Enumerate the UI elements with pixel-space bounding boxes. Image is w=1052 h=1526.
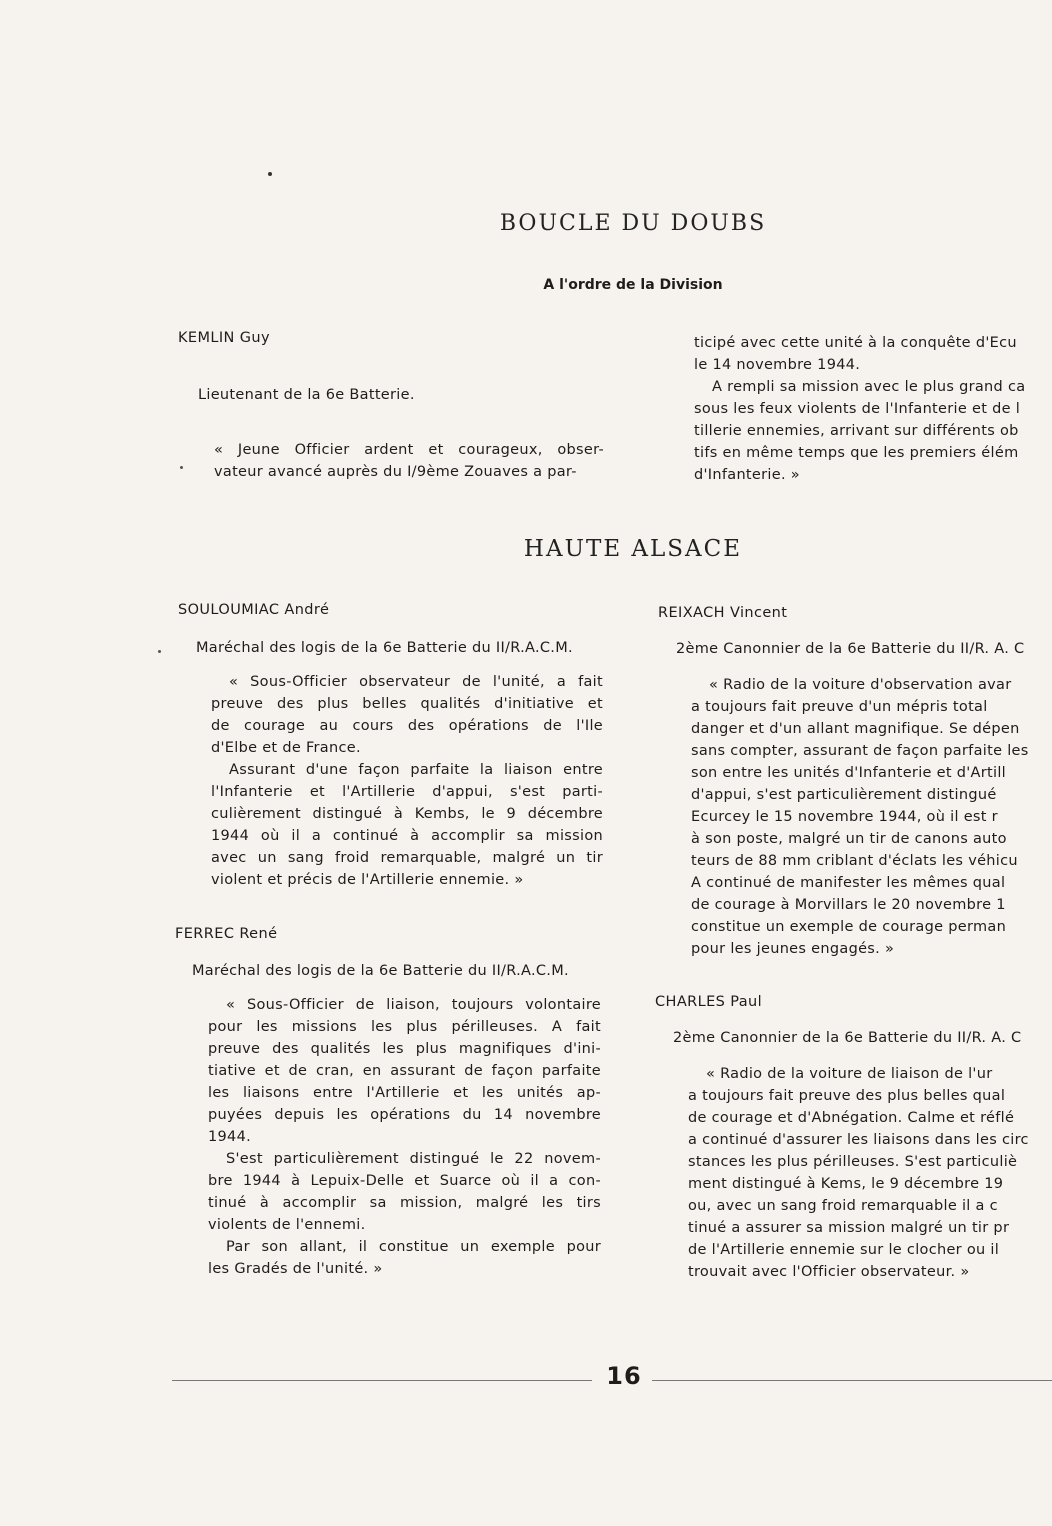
citation-rank-kemlin: Lieutenant de la 6e Batterie.	[198, 387, 415, 403]
citation-rank	[198, 384, 415, 403]
section-title-haute-alsace: HAUTE ALSACE	[523, 536, 743, 562]
ink-speck	[158, 650, 161, 653]
text-line: les liaisons entre l'Artillerie et les unités ap-	[208, 1085, 601, 1101]
text-line: sous les feux violents de l'Infanterie et de l	[694, 401, 1021, 417]
citation-rank	[192, 960, 569, 979]
text-line: d'Infanterie. »	[694, 467, 800, 483]
citation-rank-souloumiac: Maréchal des logis de la 6e Batterie du II/R.A.C.M.	[196, 640, 573, 656]
section-subtitle: A l'ordre de la Division	[543, 277, 723, 293]
text-line: tinué a assurer sa mission malgré un tir pr	[688, 1220, 1010, 1236]
text-line: sans compter, assurant de façon parfaite les	[691, 743, 1029, 759]
text-line: 1944 où il a continué à accomplir sa mission	[211, 828, 603, 844]
footer-rule-right	[652, 1380, 1052, 1381]
text-line: bre 1944 à Lepuix-Delle et Suarce où il a con-	[208, 1173, 601, 1189]
text-line: 1944.	[208, 1129, 252, 1145]
text-line: ticipé avec cette unité à la conquête d'Ecu	[694, 335, 1017, 351]
citation-rank-reixach: 2ème Canonnier de la 6e Batterie du II/R. A. C	[676, 641, 1025, 657]
citation-rank	[673, 1027, 1021, 1046]
ink-speck	[180, 466, 183, 469]
text-line: de l'Artillerie ennemie sur le clocher ou il	[688, 1242, 1000, 1258]
citation-name-souloumiac: SOULOUMIAC André	[178, 602, 330, 618]
text-line: l'Infanterie et l'Artillerie d'appui, s'est parti-	[211, 784, 603, 800]
text-line: de courage à Morvillars le 20 novembre 1	[691, 897, 1006, 913]
text-line: de courage au cours des opérations de l'Ile	[211, 718, 603, 734]
text-line: tinué à accomplir sa mission, malgré les tirs	[208, 1195, 601, 1211]
text-line: Ecurcey le 15 novembre 1944, où il est r	[691, 809, 998, 825]
text-line: S'est particulièrement distingué le 22 novem-	[226, 1151, 601, 1167]
citation-name-charles: CHARLES Paul	[655, 994, 763, 1010]
citation-text-kemlin-right	[694, 332, 1052, 486]
text-line: pour les missions les plus périlleuses. A fait	[208, 1019, 601, 1035]
text-line: violents de l'ennemi.	[208, 1217, 366, 1233]
text-line: « Radio de la voiture d'observation avar	[709, 677, 1012, 693]
text-line: Par son allant, il constitue un exemple pour	[226, 1239, 601, 1255]
citation-name	[655, 991, 762, 1010]
text-line: « Sous-Officier observateur de l'unité, a fait	[229, 674, 603, 690]
citation-rank	[196, 637, 573, 656]
citation-rank-ferrec: Maréchal des logis de la 6e Batterie du II/R.A.C.M.	[192, 963, 569, 979]
text-line: a toujours fait preuve des plus belles qual	[688, 1088, 1006, 1104]
text-line: preuve des qualités les plus magnifiques d'ini-	[208, 1041, 601, 1057]
text-line: a continué d'assurer les liaisons dans les circ	[688, 1132, 1029, 1148]
text-line: de courage et d'Abnégation. Calme et réflé	[688, 1110, 1015, 1126]
footer-rule-left	[172, 1380, 592, 1381]
text-line: stances les plus périlleuses. S'est particuliè	[688, 1154, 1018, 1170]
citation-rank-charles: 2ème Canonnier de la 6e Batterie du II/R. A. C	[673, 1030, 1022, 1046]
text-line: tiative et de cran, en assurant de façon parfaite	[208, 1063, 601, 1079]
citation-name-kemlin: KEMLIN Guy	[178, 330, 270, 346]
text-line: « Jeune Officier ardent et courageux, obser-	[214, 442, 604, 458]
text-line: culièrement distingué à Kembs, le 9 décembre	[211, 806, 603, 822]
text-line: ment distingué à Kems, le 9 décembre 19	[688, 1176, 1004, 1192]
text-line: tillerie ennemies, arrivant sur différents ob	[694, 423, 1019, 439]
page-number: 16	[606, 1362, 642, 1390]
section-title-boucle-du-doubs: BOUCLE DU DOUBS	[499, 211, 767, 236]
citation-text-souloumiac	[211, 671, 603, 891]
text-line: tifs en même temps que les premiers élém	[694, 445, 1019, 461]
citation-text-reixach	[691, 674, 1052, 960]
text-line: constitue un exemple de courage perman	[691, 919, 1007, 935]
text-line: « Radio de la voiture de liaison de l'ur	[706, 1066, 993, 1082]
text-line: teurs de 88 mm criblant d'éclats les véhicu	[691, 853, 1018, 869]
text-line: danger et d'un allant magnifique. Se dépen	[691, 721, 1020, 737]
text-line: vateur avancé auprès du I/9ème Zouaves a par-	[214, 464, 577, 480]
citation-text-charles	[688, 1063, 1052, 1283]
text-line: trouvait avec l'Officier observateur. »	[688, 1264, 970, 1280]
citation-name-reixach: REIXACH Vincent	[658, 605, 788, 621]
text-line: Assurant d'une façon parfaite la liaison entre	[229, 762, 603, 778]
ink-dot	[268, 172, 272, 176]
text-line: A continué de manifester les mêmes qual	[691, 875, 1006, 891]
text-line: ou, avec un sang froid remarquable il a c	[688, 1198, 998, 1214]
text-line: à son poste, malgré un tir de canons auto	[691, 831, 1007, 847]
text-line: avec un sang froid remarquable, malgré un tir	[211, 850, 603, 866]
text-line: preuve des plus belles qualités d'initiative et	[211, 696, 603, 712]
text-line: puyées depuis les opérations du 14 novembre	[208, 1107, 601, 1123]
citation-text-ferrec	[208, 994, 601, 1280]
text-line: d'appui, s'est particulièrement distingué	[691, 787, 997, 803]
text-line: le 14 novembre 1944.	[694, 357, 861, 373]
citation-text-kemlin-left	[214, 439, 604, 483]
citation-name	[178, 599, 329, 618]
text-line: son entre les unités d'Infanterie et d'Artill	[691, 765, 1007, 781]
text-line: a toujours fait preuve d'un mépris total	[691, 699, 988, 715]
citation-name	[175, 923, 277, 942]
text-line: « Sous-Officier de liaison, toujours volontaire	[226, 997, 601, 1013]
citation-name	[658, 602, 787, 621]
citation-name	[178, 327, 270, 346]
text-line: violent et précis de l'Artillerie ennemie. »	[211, 872, 524, 888]
text-line: d'Elbe et de France.	[211, 740, 361, 756]
text-line: A rempli sa mission avec le plus grand ca	[712, 379, 1026, 395]
citation-name-ferrec: FERREC René	[175, 926, 278, 942]
text-line: pour les jeunes engagés. »	[691, 941, 895, 957]
text-line: les Gradés de l'unité. »	[208, 1261, 383, 1277]
citation-rank	[676, 638, 1024, 657]
